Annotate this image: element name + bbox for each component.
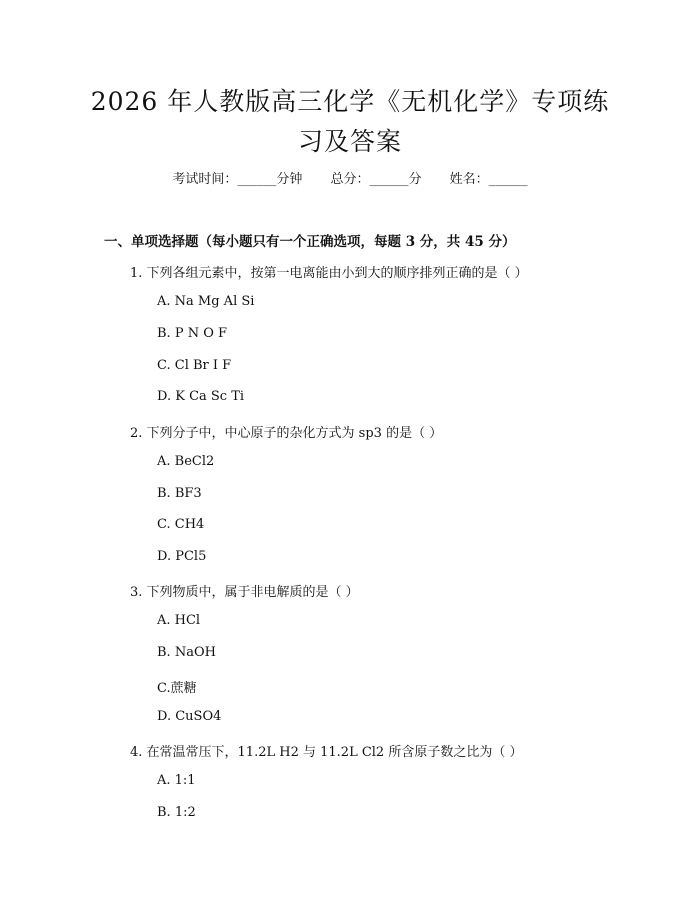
q2-option-a: A. BeCl2	[157, 454, 215, 469]
question-1: 1. 下列各组元素中，按第一电离能由小到大的顺序排列正确的是（ ）	[130, 266, 528, 281]
q1-option-d: D. K Ca Sc Ti	[157, 389, 245, 404]
q2-option-d: D. PCl5	[157, 549, 207, 564]
section-heading: 一、单项选择题（每小题只有一个正确选项，每题 3 分，共 45 分）	[104, 234, 516, 250]
title-line-1: 2026 年人教版高三化学《无机化学》专项练	[90, 87, 610, 116]
total-score: 总分：______分	[330, 172, 422, 187]
q3-option-b: B. NaOH	[157, 645, 216, 660]
q4-option-b: B. 1:2	[157, 805, 196, 820]
question-3: 3. 下列物质中，属于非电解质的是（ ）	[130, 585, 359, 600]
q3-option-a: A. HCl	[157, 613, 201, 628]
q3-option-c: C.蔗糖	[157, 681, 197, 696]
q1-option-c: C. Cl Br I F	[157, 358, 232, 373]
question-2: 2. 下列分子中，中心原子的杂化方式为 sp3 的是（ ）	[130, 426, 443, 441]
exam-meta	[0, 168, 700, 187]
q2-option-c: C. CH4	[157, 517, 205, 532]
q2-option-b: B. BF3	[157, 486, 202, 501]
q1-option-b: B. P N O F	[157, 326, 228, 341]
exam-time: 考试时间：______分钟	[172, 172, 303, 187]
q1-option-a: A. Na Mg Al Si	[157, 294, 255, 309]
q4-option-a: A. 1:1	[157, 773, 196, 788]
question-4: 4. 在常温常压下，11.2L H2 与 11.2L Cl2 所含原子数之比为（ ）	[130, 745, 523, 760]
document-title	[60, 82, 640, 162]
student-name: 姓名：______	[449, 172, 528, 187]
title-line-2: 习及答案	[297, 127, 402, 156]
q3-option-d: D. CuSO4	[157, 709, 222, 724]
